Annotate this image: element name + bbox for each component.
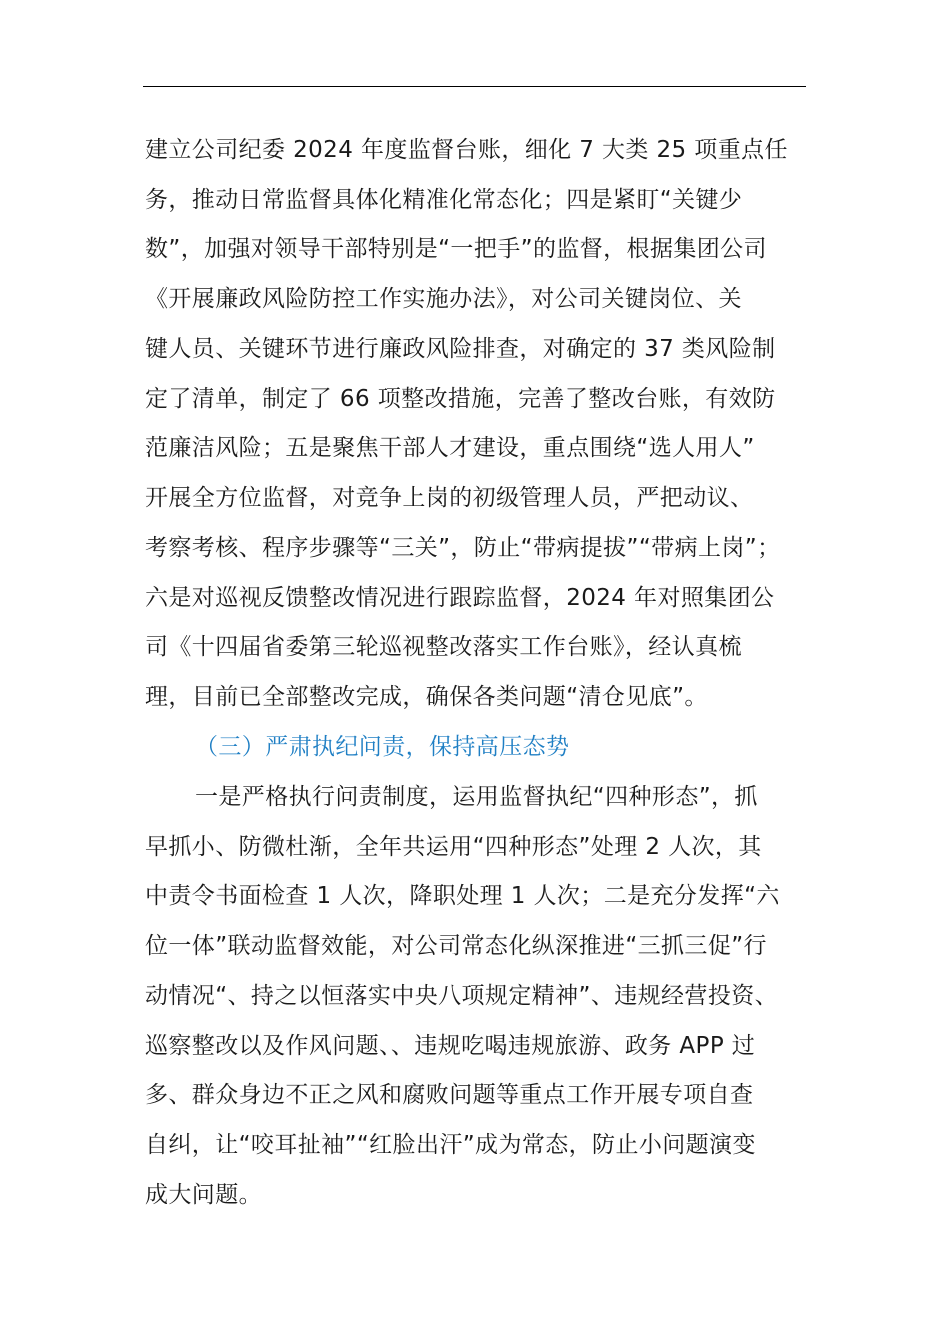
body-text-line: 司《十四届省委第三轮巡视整改落实工作台账》，经认真梳: [145, 634, 742, 660]
body-text-line: 成大问题。: [145, 1182, 262, 1208]
body-text-line: 一是严格执行问责制度，运用监督执纪“四种形态”，抓: [195, 784, 758, 810]
body-text-line: 数”，加强对领导干部特别是“一把手”的监督，根据集团公司: [145, 236, 767, 262]
body-text-line: 务，推动日常监督具体化精准化常态化；四是紧盯“关键少: [145, 187, 743, 213]
body-text-line: 建立公司纪委 2024 年度监督台账，细化 7 大类 25 项重点任: [145, 137, 788, 163]
body-text-line: 早抓小、防微杜渐，全年共运用“四种形态”处理 2 人次，其: [145, 834, 762, 860]
body-text-line: 范廉洁风险；五是聚焦干部人才建设，重点围绕“选人用人”: [145, 435, 755, 461]
body-text-line: 多、群众身边不正之风和腐败问题等重点工作开展专项自查: [145, 1082, 754, 1108]
section-heading: （三）严肃执纪问责，保持高压态势: [195, 734, 570, 760]
body-text-line: 六是对巡视反馈整改情况进行跟踪监督，2024 年对照集团公: [145, 585, 775, 611]
body-text-line: 位一体”联动监督效能，对公司常态化纵深推进“三抓三促”行: [145, 933, 767, 959]
body-text-line: 巡察整改以及作风问题、、违规吃喝违规旅游、政务 APP 过: [145, 1033, 756, 1059]
body-text-line: 理，目前已全部整改完成，确保各类问题“清仓见底”。: [145, 684, 708, 710]
body-text-line: 中责令书面检查 1 人次，降职处理 1 人次；二是充分发挥“六: [145, 883, 780, 909]
body-text-line: 动情况“、持之以恒落实中央八项规定精神”、违规经营投资、: [145, 983, 779, 1009]
body-text-line: 考察考核、程序步骤等“三关”，防止“带病提拔”“带病上岗”；: [145, 535, 781, 561]
body-text-line: 键人员、关键环节进行廉政风险排查，对确定的 37 类风险制: [145, 336, 776, 362]
body-text-line: 《开展廉政风险防控工作实施办法》，对公司关键岗位、关: [145, 286, 742, 312]
body-text-line: 自纠，让“咬耳扯袖”“红脸出汗”成为常态，防止小问题演变: [145, 1132, 756, 1158]
body-text-line: 开展全方位监督，对竞争上岗的初级管理人员，严把动议、: [145, 485, 754, 511]
header-rule: [143, 86, 806, 87]
body-text-line: 定了清单，制定了 66 项整改措施，完善了整改台账，有效防: [145, 386, 776, 412]
